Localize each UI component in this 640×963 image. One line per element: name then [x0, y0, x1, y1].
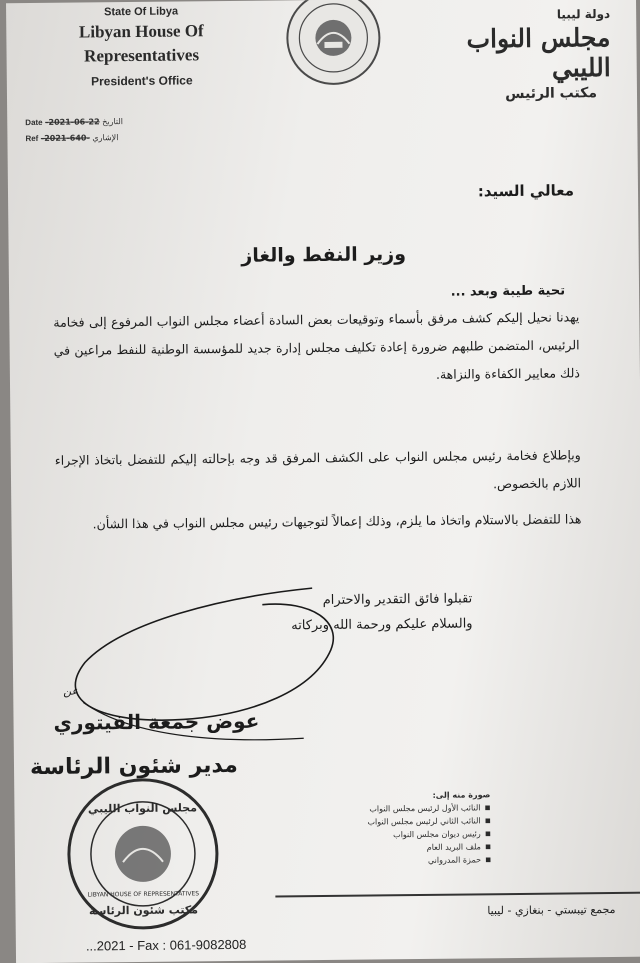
body-paragraph-1: يهدنا نحيل إليكم كشف مرفق بأسماء وتوقيعات بعض السادة أعضاء مجلس النواب المرفوع إلى فخامة الرئيس، المتضمن طلبهم ضرورة إعادة تكليف مجلس إدارة جديد للمؤسسة الوطنية للنفط مراعين في ذلك معايير الكفاءة والنزاهة.: [53, 309, 580, 382]
on-behalf-mark: عن: [63, 684, 79, 698]
signatory-title: مدير شئون الرئاسة: [29, 752, 238, 781]
footer-address: مجمع تيبستي - بنغازي - ليبيا: [487, 902, 616, 918]
stamp-text-top: مجلس النواب الليبي: [87, 801, 198, 816]
copy-recipient: ■ النائب الأول لرئيس مجلس النواب: [260, 801, 490, 816]
letterhead-arabic: [420, 7, 611, 103]
closing-line-1: تقبلوا فائق التقدير والاحترام: [322, 591, 473, 609]
date-value: -2021-06-22: [45, 117, 100, 127]
closing: [291, 586, 473, 638]
copy-recipient: ■ النائب الثاني لرئيس مجلس النواب: [261, 814, 491, 829]
date-label: Date: [25, 117, 43, 128]
letter-sheet: [6, 0, 640, 963]
state-name-ar: دولة ليبيا: [556, 6, 611, 22]
date-label-ar: التاريخ: [102, 117, 124, 127]
stamp-text-bottom: مكتب شئون الرئاسة: [88, 903, 199, 918]
copy-recipient: ■ رئيس ديوان مجلس النواب: [261, 827, 491, 842]
ref-row: [25, 130, 123, 147]
copy-recipient: ■ حمزة المدرواني: [261, 853, 491, 868]
date-row: [25, 114, 123, 131]
footer-divider: [275, 891, 640, 897]
copies-heading: صورة منه إلى:: [432, 790, 491, 800]
copy-recipient: ■ ملف البريد العام: [261, 840, 491, 855]
copies-items: [260, 801, 491, 868]
ref-label-ar: الإشاري: [92, 133, 119, 143]
ref-value: -2021-640-: [40, 133, 90, 143]
letterhead-english: [46, 5, 237, 89]
letter-meta: [25, 114, 123, 147]
signatory-name: عوض جمعة الفيتوري: [53, 708, 260, 735]
closing-line-2: والسلام عليكم ورحمة الله وبركاته: [291, 616, 473, 634]
stamp-text-ring: LIBYAN HOUSE OF REPRESENTATIVES: [87, 890, 200, 899]
house-name-en-line2: Representatives: [84, 45, 200, 66]
recipient-title: وزير النفط والغاز: [241, 243, 407, 267]
ref-label: Ref: [25, 133, 39, 144]
official-stamp-icon: [62, 773, 224, 935]
salutation: معالي السيد:: [477, 181, 575, 201]
office-name-en: President's Office: [90, 73, 193, 89]
body-paragraph-3: هذا للتفضل بالاستلام واتخاذ ما يلزم، وذلك إعمالاً لتوجيهات رئيس مجلس النواب في هذا الشأن.: [92, 511, 582, 532]
copies-list: [260, 788, 491, 868]
parliament-emblem-icon: [274, 0, 393, 92]
footer-fax: ...2021 - Fax : 061-9082808: [85, 936, 247, 954]
state-name-en: State Of Libya: [104, 5, 179, 19]
house-name-en-line1: Libyan House Of: [78, 21, 204, 42]
body-paragraph-2: وبإطلاع فخامة رئيس مجلس النواب على الكشف المرفق قد وجه بإحالته إليكم للتفضل باتخاذ الإجراء اللازم بالخصوص.: [54, 447, 582, 492]
greeting: تحية طيبة وبعد ...: [450, 283, 566, 300]
office-name-ar: مكتب الرئيس: [505, 85, 598, 103]
house-name-ar: مجلس النواب الليبي: [466, 22, 611, 83]
